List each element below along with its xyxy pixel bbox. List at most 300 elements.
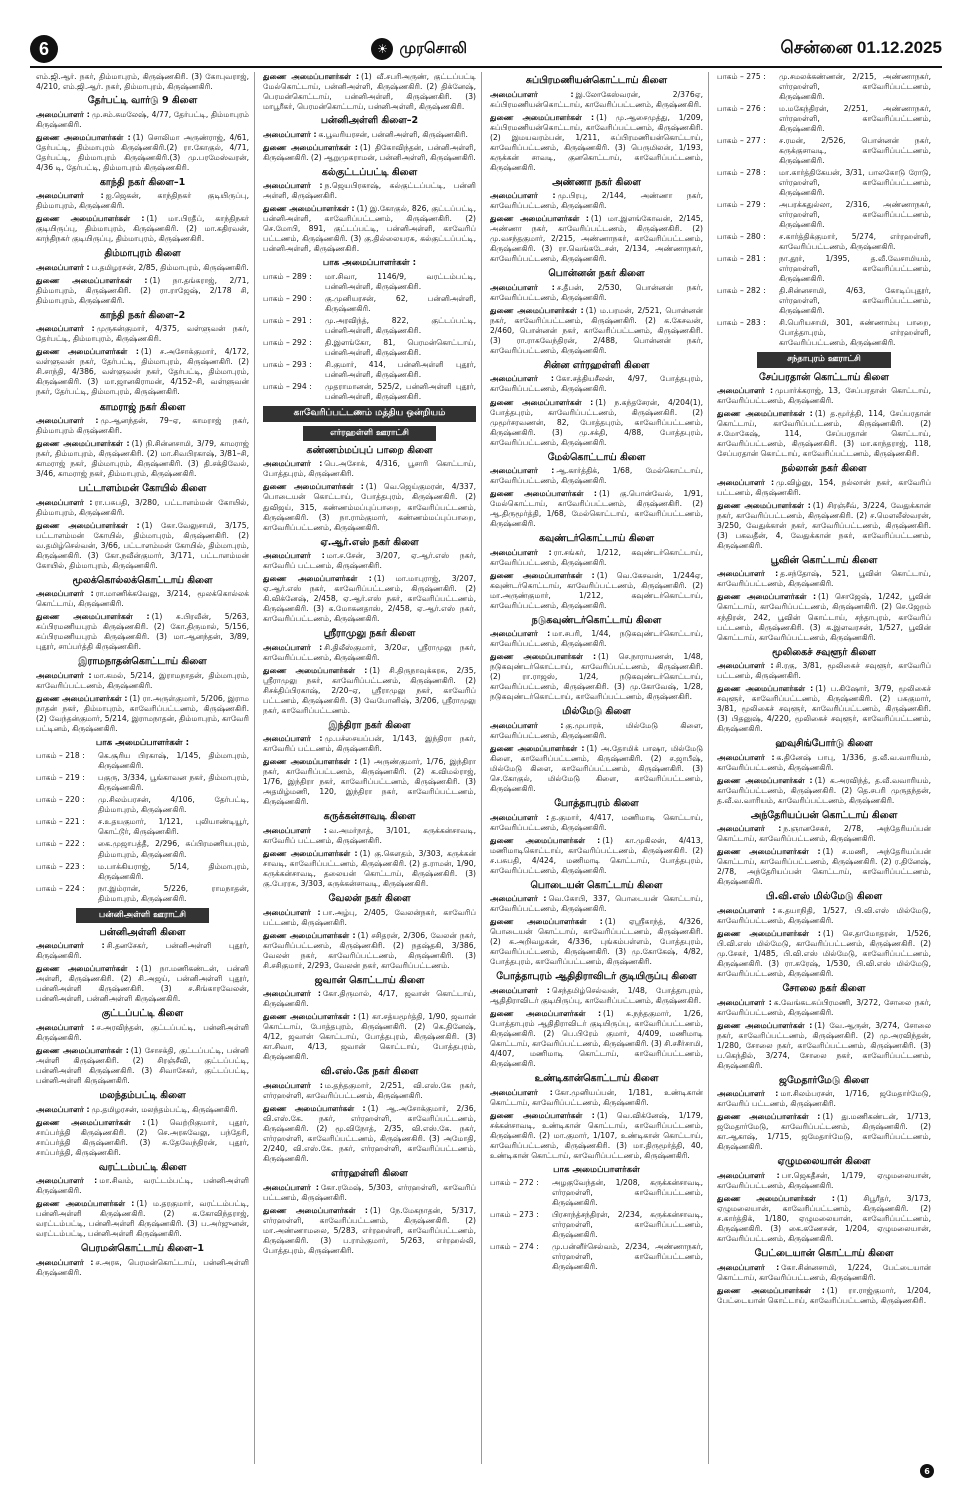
branch-title: வி.எஸ்.கே நகர் கிளை	[320, 1066, 419, 1078]
role-label: அமைப்பாளர் :	[490, 547, 552, 557]
part-row	[717, 136, 931, 166]
member-entry	[490, 721, 703, 741]
role-label: அமைப்பாளர் :	[717, 824, 782, 834]
branch-title: தேர்பட்டி வார்டு 9 கிளை	[87, 95, 198, 107]
part-row	[717, 200, 931, 230]
role-label: அமைப்பாளர் :	[717, 569, 779, 579]
branch-title: நடுகவுண்டர்கொட்டாய் கிளை	[531, 614, 662, 626]
part-organisers-section	[263, 258, 476, 402]
role-label: அமைப்பாளர் :	[36, 589, 94, 599]
member-details: (1) ம.பரமன், 2/521, பொன்னன் நகர், காவேரிப்பட்டணம், கிருஷ்ணகிரி. (2) க.கேசவன், 2/460, பொன்னன் நகர், காவேரிப்பட்டணம், கிருஷ்ணகிரி. (3) ரா.ராகவேந்திரன், 2/488, பொன்னன் நகர், காவேரிப்பட்டணம், கிருஷ்ணகிரி.	[490, 305, 704, 355]
member-details: ஐ.ஜெகன், காந்திநகர் குடியிருப்பு, திம்மாபுரம், கிருஷ்ணகிரி.	[36, 191, 249, 211]
member-details: ந.ஜெயபிரகாஷ், கல்குட்டப்பட்டி, பன்னி அள்ளி, கிருஷ்ணகிரி.	[263, 181, 476, 201]
branch-title: அந்தேரியப்பன் கொட்டாய் கிளை	[750, 809, 898, 821]
column-3	[490, 72, 709, 1464]
member-details: (1) த.மூர்த்தி, 114, சேப்பரதான் கொட்டாய், காவேரிப்பட்டணம், கிருஷ்ணகிரி. (2) ச.மோகேஷ், 114, சேப்பரதான் கொட்டாய், காவேரிப்பட்டணம், கிருஷ்ணகிரி. (3) மா.காந்தராஜ், 118, சேப்பரதான் கொட்டாய், காவேரிப்பட்டணம், கிருஷ்ணகிரி.	[717, 409, 931, 459]
member-entry	[36, 964, 249, 1004]
member-details: (1) ரா.அருள்குமார், 5/206, இராம நாதன் நகர், திம்மாபுரம், காவேரிப்பட்டணம், கிருஷ்ணகிரி. (2) வேந்தன்குமார், 5/214, இராமநாதன், திம்மாபுரம், காவேரி பட்டினம், கிருஷ்ணகிரி.	[36, 693, 250, 733]
member-entry	[263, 989, 476, 1009]
role-label: துணை அமைப்பாளர்கள் :	[36, 693, 128, 703]
part-organisers-section	[717, 72, 931, 348]
branch-section	[717, 647, 931, 735]
part-row	[36, 839, 249, 859]
branch-section	[717, 555, 931, 643]
role-label: அமைப்பாளர் :	[717, 661, 774, 671]
role-label: அமைப்பாளர் :	[36, 324, 95, 334]
member-details: (1) சொலிமா அருண்ராஜ், 4/61, தேர்பட்டி, திம்மாபுரம் கிருஷ்ணகிரி.(2) ரா.கோகுல், 4/71, தேர்பட்டி, திம்மாபுரம் கிருஷ்ணகிரி.(3) மு.பரமேஸ்வரன், 4/36 டி, தேர்பட்டி, திம்மாபுரம் கிருஷ்ணகிரி.	[36, 132, 249, 172]
member-entry	[490, 548, 703, 568]
role-label: அமைப்பாளர் :	[490, 812, 550, 822]
branch-title: பட்டாளம்மன் கோயில் கிளை	[78, 483, 207, 495]
member-details: மா.கமல், 5/214, இராமநாதன், திம்மாபுரம், காவேரிப்பட்டணம், கிருஷ்ணகிரி.	[36, 670, 249, 690]
part-row	[490, 1242, 703, 1272]
branch-section	[36, 402, 249, 480]
member-details: பா.அழ்பு, 2/405, வேலன்நகர், காவேரிப் பட்டணம், கிருஷ்ணகிரி.	[263, 907, 476, 927]
part-details: மு.அரவிந்த், 822, குட்டப்பட்டி, பன்னிஅள்ளி, கிருஷ்ணகிரி.	[325, 315, 476, 335]
member-details: முபார்க்கராஜ், 13, சேப்பரதான் கொட்டாய், காவேரிப்பட்டணம், கிருஷ்ணகிரி.	[717, 386, 931, 406]
role-label: அமைப்பாளர் :	[36, 497, 93, 507]
member-details: ரா.பசுபதி, 3/280, பட்டாளம்மன் கோயில், திம்மாபுரம், கிருஷ்ணகிரி.	[36, 497, 249, 517]
member-entry	[490, 113, 703, 173]
member-details: ப.தமிழரசன், 2/85, திம்மாபுரம், கிருஷ்ணகிரி.	[91, 262, 249, 272]
part-row	[717, 104, 931, 134]
branch-title: பெரமன்கொட்டாய் கிளை–1	[81, 1243, 204, 1255]
role-label: அமைப்பாளர் :	[717, 1170, 780, 1180]
member-details: மு.தமிழரசன், மலந்தம்பட்டி, கிருஷ்ணகிரி.	[91, 1104, 238, 1114]
branch-section	[263, 1066, 476, 1164]
branch-title: பன்னிஅள்ளி கிளை	[99, 926, 186, 938]
branch-title: ஜவான் கொட்டாய் கிளை	[314, 974, 425, 986]
branch-title: கண்ணம்மப்புப் பாறை கிளை	[306, 444, 433, 456]
member-entry	[717, 1021, 931, 1071]
member-entry	[263, 1183, 476, 1203]
role-label: துணை அமைப்பாளர்கள் :	[36, 612, 150, 622]
member-entry	[717, 1089, 931, 1109]
role-label: துணை அமைப்பாளர்கள் :	[36, 1199, 135, 1209]
branch-section	[490, 706, 703, 794]
member-entry	[717, 569, 931, 589]
branch-section	[263, 720, 476, 808]
branch-title: மூலக்கொல்லக்கொட்டாய் கிளை	[72, 574, 213, 586]
role-label: துணை அமைப்பாளர்கள் :	[490, 305, 584, 315]
part-details: அழகுவேந்தன், 1/208, கருக்கன்சாவடி, எர்ரஹள்ளி, காவேரிப்பட்டணம், கிருஷ்ணகிரி.	[552, 1178, 703, 1208]
role-label: துணை அமைப்பாளர்கள் :	[36, 964, 139, 974]
branch-section	[263, 537, 476, 625]
city-date: சென்னை 01.12.2025	[780, 38, 942, 57]
member-details: ரா.மாணிக்கவேலு, 3/214, மூலக்கொல்லக் கொட்டாய், கிருஷ்ணகிரி.	[36, 589, 249, 609]
member-entry	[263, 734, 476, 754]
role-label: அமைப்பாளர் :	[36, 1104, 90, 1114]
member-details: மா.சபரி, 1/44, நடுகவுண்டர்கொட்டாய், காவேரிப்பட்டணம், கிருஷ்ணகிரி.	[490, 629, 703, 649]
role-label: துணை அமைப்பாளர்கள் :	[490, 1008, 602, 1018]
branch-section	[36, 483, 249, 571]
member-entry	[490, 306, 703, 356]
role-label: துணை அமைப்பாளர்கள் :	[36, 132, 131, 142]
member-entry	[490, 652, 703, 702]
member-details: முருகன்குமார், 4/375, வள்ளுவன் நகர், தேர்பட்டி, திம்மாபுரம், கிருஷ்ணகிரி.	[36, 324, 249, 344]
part-details: சி.குமார், 414, பன்னிஅள்ளி புதூர், பன்னிஅள்ளி, கிருஷ்ணகிரி.	[325, 359, 476, 379]
member-entry	[717, 998, 931, 1018]
branch-title: ஏ.ஆர்.எஸ் நகர் கிளை	[320, 536, 419, 548]
part-row	[263, 316, 476, 336]
branch-title: பூவின் கொட்டாய் கிளை	[770, 554, 878, 566]
role-label: அமைப்பாளர் :	[490, 466, 555, 476]
member-details: இ.லோகேஸ்வரன், 2/376ஏ, சுப்பிரமணியன்கொட்டாய், காவேரிப்பட்டணம், கிருஷ்ணகிரி.	[490, 89, 703, 109]
member-entry	[490, 836, 703, 876]
part-number: பாகம் – 281 :	[717, 254, 766, 264]
branch-title: காமராஜ் நகர் கிளை	[99, 401, 186, 413]
member-entry	[36, 133, 249, 173]
branch-section	[36, 177, 249, 245]
part-details: மு.பன்னீர்செல்வம், 2/234, அண்ணாநகர், எர்ரஹள்ளி, காவேரிப்பட்டணம், கிருஷ்ணகிரி.	[552, 1242, 703, 1272]
branch-section	[490, 798, 703, 876]
member-details: (1) இ.கோகுல், 826, குட்டப்பட்டி, பன்னிஅள்ளி, காவேரிப்பட்டணம், கிருஷ்ணகிரி. (2) செ.மோபி, 891, குட்டப்பட்டி, பன்னிஅள்ளி, காவேரிப் பட்டணம், கிருஷ்ணகிரி. (3) கு.தில்லையரசு, கல்குட்டப்பட்டி, பன்னிஅள்ளி, கிருஷ்ணகிரி.	[263, 204, 476, 254]
part-number: பாகம் – 274 :	[490, 1242, 539, 1252]
column-2	[263, 72, 482, 1464]
branch-title: பொடையன் கொட்டாய் கிளை	[530, 879, 663, 891]
member-entry	[490, 191, 703, 211]
member-details: க.தினேஷ் பாபு, 1/336, த.வீ.வ.வாரியம், காவேரிப்பட்டணம், கிருஷ்ணகிரி.	[717, 752, 931, 772]
member-entry	[263, 459, 476, 479]
member-entry	[36, 191, 249, 211]
role-label: துணை அமைப்பாளர்கள் :	[717, 1020, 813, 1030]
branch-title: பொன்னன் நகர் கிளை	[548, 268, 645, 280]
role-label: அமைப்பாளர் :	[263, 459, 323, 469]
header-rule	[30, 66, 942, 68]
member-entry	[263, 72, 476, 112]
member-details: (1) மா.பிரதீப், காந்திநகர் குடியிருப்பு, திம்மாபுரம், கிருஷ்ணகிரி. (2) மா.கதிரவன், காந்திநகர் குடியிருப்பு, திம்மாபுரம், கிருஷ்ணகிரி.	[36, 214, 249, 244]
part-organisers-title: பாக அமைப்பாளர்கள் :	[95, 738, 190, 749]
member-details: பெ.அசோக், 4/316, பூசாரி கொட்டாய், போத்தபுரம், கிருஷ்ணகிரி.	[263, 459, 476, 479]
member-details: (1) வீ.சபரிஅருண், குட்டப்பட்டி மேல்கொட்டாய், பன்னிஅள்ளி, கிருஷ்ணகிரி. (2) திக்னேஷ், பெரமன்கொட்டாய், பன்னிஅள்ளி, கிருஷ்ணகிரி. (3) மாபூரீகர், பெரமன்கொட்டாய், பன்னிஅள்ளி, கிருஷ்ணகிரி.	[263, 72, 476, 112]
member-entry	[36, 694, 249, 734]
member-details: (1) க.அரவிந்த், த.வீ.வவாரியம், காவேரிப்பட்டணம், கிருஷ்ணகிரி. (2) தெ.சபரி முருதந்தன், த.வீ.வ.வாரியம், காவேரிப்பட்டணம், கிருஷ்ணகிரி.	[717, 775, 931, 805]
member-entry	[490, 374, 703, 394]
branch-title: மலந்தம்பட்டி கிளை	[99, 1090, 186, 1102]
member-details: கோ.சத்தியசீலன், 4/97, போத்தபுரம், காவேரிப்பட்டணம், கிருஷ்ணகிரி.	[490, 374, 703, 394]
branch-section	[490, 615, 703, 703]
member-entry	[36, 276, 249, 306]
branch-section	[36, 656, 249, 734]
member-details: மா.சிவம், வரட்டம்பட்டி, பன்னிஅள்ளி கிருஷ்ணகிரி.	[36, 1176, 249, 1196]
branch-section	[490, 360, 703, 448]
branch-section	[490, 268, 703, 356]
branch-section	[717, 810, 931, 888]
role-label: துணை அமைப்பாளர்கள் :	[717, 928, 821, 938]
member-details: (1) சிபூரீதர், 3/173, ஏழுமலையான், காவேரிப்பட்டணம், கிருஷ்ணகிரி. (2) ச.கார்த்திக், 1/180, ஏழுமலையான், காவேரிப்பட்டணம், கிருஷ்ணகிரி. (3) கை.கணேசன், 1/204, ஏழுமலையான், காவேரிப்பட்டணம், கிருஷ்ணகிரி.	[717, 1193, 931, 1243]
member-details: (1) நா.தங்கராஜ், 2/71, திம்மாபுரம், கிருஷ்ணகிரி. (2) ரா.ராஜேஷ், 2/178 சி, திம்மாபுரம், கிருஷ்ணகிரி.	[36, 275, 249, 305]
member-entry	[36, 324, 249, 344]
member-details: (1) மா.இளங்கோவன், 2/145, அண்ணா நகர், காவேரிப்பட்டணம், கிருஷ்ணகிரி. (2) மு.வசந்தகுமார், 2/215, அண்ணாநகர், காவேரிப்பட்டணம், கிருஷ்ணகிரி. (3) ரா.வெங்கடேசன், 2/134, அண்ணாநகர், காவேரிப்பட்டணம், கிருஷ்ணகிரி.	[490, 214, 704, 264]
branch-title: கருக்கன்சாவடி கிளை	[323, 811, 416, 823]
role-label: துணை அமைப்பாளர்கள் :	[717, 1193, 835, 1203]
member-details: (1) கு.கௌதம், 3/303, கருக்கன் சாவடி, காவேரிப்பட்டணம், கிருஷ்ணகிரி. (2) த.ராமன், 1/90, கருக்கன்சாவடி, தலையன் கொட்டாய், கிருஷ்ணகிரி. (3) கு.பேரரசு, 3/303, கருக்கன்சாவடி, கிருஷ்ணகிரி.	[263, 849, 477, 889]
member-entry	[490, 90, 703, 110]
branch-title: பேட்டையான் கொட்டாய் கிளை	[754, 1247, 894, 1259]
region-heading: எர்ரஹள்ளி ஊராட்சி	[303, 426, 436, 441]
member-details: சி.திலீஸ்குமார், 3/20எ, ஸ்ரீராமுலு நகர், காவேரிப்பட்டணம், கிருஷ்ணகிரி.	[263, 642, 476, 662]
role-label: துணை அமைப்பாளர்கள் :	[263, 1205, 368, 1215]
member-entry	[490, 1088, 703, 1108]
part-row	[263, 382, 476, 402]
member-details: (1) சோசக்தி, குட்டப்பட்டி, பன்னி அள்ளி கிருஷ்ணகிரி. (2) சிரஞ்சீவி, குட்டப்பட்டி, பன்னிஅள்ளி கிருஷ்ணகிரி. (3) சிவாசேகர், குட்டப்பட்டி, பன்னிஅள்ளி கிருஷ்ணகிரி.	[36, 1045, 249, 1086]
branch-title: நல்லான் நகர் கிளை	[781, 463, 867, 475]
member-details: (1) ப.கிஷோர், 3/79, மூலிகைச் சவுளூர், காவேரிப்பட்டணம், கிருஷ்ணகிரி. (2) பசுகுமார், 3/81, மூலிகைச் சவுளூர், காவேரிப்பட்டணம், கிருஷ்ணகிரி. (3) பிதனுஷ், 4/220, மூலிகைச் சவுளூர், காவேரிப்பட்டணம், கிருஷ்ணகிரி.	[717, 684, 931, 734]
member-entry	[36, 347, 249, 397]
branch-section	[717, 463, 931, 551]
branch-title: சேப்பரதான் கொட்டாய் கிளை	[758, 371, 890, 383]
branch-section	[263, 115, 476, 163]
role-label: அமைப்பாளர் :	[717, 1262, 780, 1272]
part-details: ச.ரமன், 2/526, பொன்னன் நகர், கருக்குசாவடி, காவேரிப்பட்டணம், கிருஷ்ணகிரி.	[779, 136, 931, 166]
branch-section	[490, 971, 703, 1069]
branch-title: ஜமேதார்மேடு கிளை	[779, 1074, 869, 1086]
branch-section	[263, 893, 476, 971]
role-label: அமைப்பாளர் :	[263, 181, 323, 191]
part-details: மா.சிவா, 1146/9, வரட்டம்பட்டி, பன்னிஅள்ளி, கிருஷ்ணகிரி.	[325, 271, 476, 291]
member-entry	[36, 498, 249, 518]
member-entry	[717, 661, 931, 681]
role-label: அமைப்பாளர் :	[263, 642, 323, 652]
part-details: ம.பாக்கியராஜ், 5/14, திம்மாபுரம், கிருஷ்ணகிரி.	[98, 861, 249, 881]
member-entry	[717, 753, 931, 773]
branch-section	[490, 177, 703, 265]
role-label: அமைப்பாளர் :	[36, 1176, 98, 1186]
branch-section	[263, 1168, 476, 1256]
branch-title: குட்டப்பட்டி கிளை	[101, 1008, 184, 1020]
column-4	[717, 72, 936, 1464]
role-label: அமைப்பாளர் :	[490, 629, 551, 639]
part-row	[490, 1178, 703, 1208]
role-label: அமைப்பாளர் :	[263, 989, 321, 999]
part-details: கை.முஜாபத்தீ, 2/296, சுப்பிரமணியபுரம், திம்மாபுரம், கிருஷ்ணகிரி.	[98, 839, 249, 859]
role-label: அமைப்பாளர் :	[36, 191, 104, 201]
part-organisers-section	[36, 738, 249, 904]
part-number: பாகம் – 273 :	[490, 1210, 539, 1220]
member-details: (1) சசிதரன், 2/306, வேலன் நகர், காவேரிப்பட்டணம், கிருஷ்ணகிரி. (2) நதஷ்தகி, 3/386, வேலன் நகர், காவேரிப்பட்டணம், கிருஷ்ணகிரி. (3) சி.சசிகுமார், 2/293, வேலன் நகர், காவேரிப்பட்டணம்.	[263, 930, 476, 970]
branch-title: வேலன் நகர் கிளை	[328, 893, 411, 905]
part-number: பாகம் – 219 :	[36, 773, 85, 783]
member-entry	[717, 929, 931, 979]
member-entry	[717, 1263, 931, 1283]
masthead	[30, 36, 942, 62]
branch-title: கவுண்டர்கொட்டாய் கிளை	[538, 533, 655, 545]
member-entry	[717, 1171, 931, 1191]
part-row	[717, 72, 931, 102]
member-details: (1) சு.நந்தகுமார், 1/26, போத்தாபுரம் ஆதிதிராவிடர் குடியிருப்பு, காவேரிப்பட்டணம், கிருஷ்ணகிரி. (2) பெ.பிரேம் குமார், 4/409, மணிமாடி கொட்டாய், காவேரிப்பட்டணம், கிருஷ்ணகிரி. (3) சி.சசீர்சாமி, 4/407, மணிமாடி கொட்டாய், காவேரிப்பட்டணம், கிருஷ்ணகிரி.	[490, 1008, 703, 1069]
part-number: பாகம் – 224 :	[36, 883, 85, 893]
paper-title	[58, 38, 780, 60]
member-details: சி.ரகு, 3/81, மூலிகைச் சவுளூர், காவேரிப் பட்டணம், கிருஷ்ணகிரி.	[717, 661, 931, 681]
role-label: துணை அமைப்பாளர்கள் :	[36, 275, 148, 285]
branch-section	[36, 927, 249, 1005]
sun-logo-icon: ☀	[371, 38, 393, 60]
branch-title: சின்ன எர்ரஹள்ளி கிளை	[543, 359, 650, 371]
member-details: சு.தயாநிதி, 1/527, பி.வி.எஸ் மில்மேடு, காவேரிப்பட்டணம், கிருஷ்ணகிரி.	[717, 905, 931, 925]
part-details: மு.சமலக்கண்ணன், 2/215, அண்ணாநகர், எர்ரஹள்ளி, காவேரிப்பட்டணம், கிருஷ்ணகிரி.	[779, 72, 931, 102]
member-details: ந.ஞானசேகர், 2/78, அந்தேரியப்பன் கொட்டாய், காவேரிப்பட்டணம், கிருஷ்ணகிரி.	[717, 824, 931, 844]
role-label: துணை அமைப்பாளர்கள் :	[490, 1110, 595, 1120]
member-details: சி.தனசேகர், பன்னிஅள்ளி புதூர், கிருஷ்ணகிரி.	[36, 941, 249, 961]
member-details: (1) சி.திருநாவுக்கரசு, 2/35, ஸ்ரீராமுலு நகர், காவேரிப்பட்டணம், கிருஷ்ணகிரி. (2) சிசக்திப்பிரகாஷ், 2/20–ஏ, ஸ்ரீராமுலு நகர், காவேரிப் பட்டணம், கிருஷ்ணகிரி. (3) வேபோனிஷ், 3/206, ஸ்ரீராமுலு நகர், காவேரிப்பட்டணம்.	[263, 665, 476, 715]
role-label: அமைப்பாளர் :	[263, 1182, 319, 1192]
member-entry	[717, 1286, 931, 1306]
branch-title: இராமநாதன்கொட்டாய் கிளை	[78, 656, 207, 668]
branch-section	[717, 738, 931, 806]
member-details: (1) ம.தரகுமார், வரட்டம்பட்டி, பன்னிஅள்ளி கிருஷ்ணகிரி. (2) க.கோவிந்தராஜ், வரட்டம்பட்டி, பன்னிஅள்ளி கிருஷ்ணகிரி. (3) ப.அர்ஜுனன், வரட்டம்பட்டி, பன்னிஅள்ளி கிருஷ்ணகிரி.	[36, 1199, 250, 1239]
paper-name: முரசொலி	[399, 39, 467, 57]
role-label: துணை அமைப்பாளர்கள் :	[263, 1103, 366, 1113]
member-entry	[36, 263, 249, 273]
member-details: (1) மா.மாபுராஜ், 3/207, ஏ.ஆர்.எஸ் நகர், காவேரிப்பட்டணம், கிருஷ்ணகிரி. (2) கி.விக்னேஷ், 2/458, ஏ.ஆர்.எஸ் நகர், காவேரிப்பட்டணம், கிருஷ்ணகிரி. (3) க.மோகனதாஸ், 2/458, ஏ.ஆர்.எஸ் நகர், காவேரிப்பட்டணம், கிருஷ்ணகிரி.	[263, 574, 476, 624]
role-label: துணை அமைப்பாளர்கள் :	[490, 112, 595, 122]
member-entry	[263, 181, 476, 201]
branch-title: எர்ரஹள்ளி கிளை	[331, 1168, 408, 1180]
part-number: பாகம் – 280 :	[717, 232, 766, 242]
member-entry	[490, 398, 703, 448]
member-entry	[717, 478, 931, 498]
member-details: மு.பிரபு, 2/144, அண்ணா நகர், காவேரிப்பட்டணம், கிருஷ்ணகிரி.	[490, 191, 703, 211]
member-details: (1) செ.நாராயணன், 1/48, நடுகவுண்டர்கொட்டாய், காவேரிப்பட்டணம், கிருஷ்ணகிரி. (2) ரா.ராஜஸ், 1/24, நடுகவுண்டர்கொட்டாய், காவேரிப்பட்டணம், கிருஷ்ணகிரி. (3) மு.கோவேஷ், 1/28, நடுகவுண்டர்கொட்டாய், காவேரிப்பட்டணம், கிருஷ்ணகிரி.	[490, 652, 703, 702]
member-details: (1) வெ.விக்னேஷ், 1/179, சக்கன்சாவடி, உண்டிகான் கொட்டாய், காவேரிப்பட்டணம், கிருஷ்ணகிரி. (2) மா.குமார், 1/107, உண்டிகான் கொட்டாய், காவேரிப்பட்டணம், கிருஷ்ணகிரி. (3) மா.திருமூர்த்தி, 40, உண்டிகான் கொட்டாய், காவேரிப்பட்டணம், கிருஷ்ணகிரி.	[490, 1110, 703, 1160]
member-details: மா.ச.சேன், 3/207, ஏ.ஆர்.எஸ் நகர், காவேரிப் பட்டணம், கிருஷ்ணகிரி.	[263, 551, 476, 571]
member-entry	[263, 482, 476, 532]
member-details: (1) ந.கந்தசேரன், 4/204(1), போத்தபுரம், காவேரிப்பட்டணம், கிருஷ்ணகிரி. (2) முமூர்சரவணன், 82, போத்தபுரம், காவேரிப்பட்டணம், கிருஷ்ணகிரி. (3) மு.சக்தி, 4/88, போத்தபுரம், காவேரிப்பட்டணம், கிருஷ்ணகிரி.	[490, 397, 703, 447]
member-details: (1) திகோவிந்தன், பன்னிஅள்ளி, கிருஷ்ணகிரி. (2) ஆறுமுகராமன், பன்னிஅள்ளி, கிருஷ்ணகிரி.	[263, 142, 476, 162]
member-details: மு.ஆனந்தன், 79–ஏ, காமராஜ் நகர், திம்மாபுரம் கிருஷ்ணகிரி.	[36, 416, 249, 436]
role-label: துணை அமைப்பாளர்கள் :	[490, 489, 597, 499]
member-details: (1) சு.பிரவீன், 5/263, சுப்பிரமணியபுரம் கிருஷ்ணகிரி. (2) கோ.திருமால், 5/156, சுப்பிரமணியபுரம் கிருஷ்ணகிரி. (3) மா.ஆனந்தன், 3/89, புதூர், சாப்பர்த்தி கிருஷ்ணகிரி.	[36, 612, 249, 652]
branch-section	[263, 975, 476, 1063]
member-entry	[36, 612, 249, 652]
member-entry	[263, 826, 476, 846]
page-number-badge: 6	[30, 35, 58, 63]
branch-title: மூலிகைச் சவுளூர் கிளை	[771, 646, 877, 658]
branch-title: காந்தி நகர் கிளை–1	[99, 176, 186, 188]
member-details: (1) வே.ஆருன், 3/274, சோலை நகர், காவேரிப்பட்டணம், கிருஷ்ணகிரி. (2) மு.அரவிந்தன், 1/280, சோலை நகர், காவேரிப்பட்டணம், கிருஷ்ணகிரி. (3) ப.கெந்தில், 3/274, சோலை நகர், காவேரிப்பட்டணம், கிருஷ்ணகிரி.	[717, 1020, 932, 1070]
role-label: துணை அமைப்பாளர்கள் :	[263, 204, 355, 214]
member-details: மு.பச்சையப்பன், 1/143, இந்திரா நகர், காவேரிப் பட்டணம், கிருஷ்ணகிரி.	[263, 734, 476, 754]
role-label: துணை அமைப்பாளர்கள் :	[263, 482, 364, 492]
role-label: துணை அமைப்பாளர்கள் :	[36, 439, 130, 449]
branch-section	[490, 533, 703, 611]
member-details: ஆ.கார்த்திக், 1/68, மேல்கொட்டாய், காவேரிப்பட்டணம், கிருஷ்ணகிரி.	[490, 466, 703, 486]
branch-section	[490, 75, 703, 173]
role-label: துணை அமைப்பாளர்கள் :	[717, 500, 811, 510]
part-number: பாகம் – 278 :	[717, 168, 766, 178]
branch-title: ஏழுமலையான் கிளை	[777, 1156, 871, 1168]
branch-title: இந்திரா நகர் கிளை	[328, 719, 411, 731]
member-details: (1) து.மணிகண்டன், 1/713, ஜமேதார்மேடு, காவேரிப்பட்டணம், கிருஷ்ணகிரி. (2) கா.ஆகாஷ், 1/715, ஜமேதார்மேடு, காவேரிப்பட்டணம், கிருஷ்ணகிரி.	[717, 1112, 931, 1152]
role-label: அமைப்பாளர் :	[490, 985, 550, 995]
role-label: அமைப்பாளர் :	[490, 1087, 553, 1097]
part-number: பாகம் – 275 :	[717, 72, 766, 81]
part-number: பாகம் – 282 :	[717, 286, 766, 296]
member-entry	[36, 1046, 249, 1086]
member-details: (1) சிரஞ்சீவ், 3/224, வேதுக்கான் நகர், காவேரிப்பட்டணம், கிருஷ்ணகிரி. (2) ச.மௌலீஸ்வரன், 3/250, வேதுக்கான் நகர், காவேரிப்பட்டணம், கிருஷ்ணகிரி. (3) பகவதீன், 4, வேதுக்கான் நகர், காவேரிப்பட்டணம், கிருஷ்ணகிரி.	[717, 500, 932, 550]
member-entry	[490, 986, 703, 1006]
member-entry	[717, 776, 931, 806]
part-details: ச.உதயகுமார், 1/121, புலியாண்டியூர், கொட்டூர், கிருஷ்ணகிரி.	[98, 817, 249, 837]
member-details: (1) வெ.ஜெய்குமரன், 4/337, பொடையன் கொட்டாய், போத்தபுரம், கிருஷ்ணகிரி. (2) துவிஜய், 315, கண்ணம்மப்புப்பாறை, காவேரிப்பட்டணம், கிருஷ்ணகிரி. (3) நா.ராம்குமார், கண்ணம்மப்புப்பாறை, காவேரிப்பட்டணம், கிருஷ்ணகிரி.	[263, 482, 477, 532]
role-label: துணை அமைப்பாளர்கள் :	[263, 142, 358, 152]
member-entry	[490, 813, 703, 833]
member-entry	[490, 629, 703, 649]
member-entry	[36, 110, 249, 130]
part-details: அபரக்கதுல்லா, 2/316, அண்ணாநகர், எர்ரஹள்ளி, காவேரிப்பட்டணம், கிருஷ்ணகிரி.	[779, 200, 931, 230]
member-entry	[490, 744, 703, 794]
role-label: அமைப்பாளர் :	[36, 1022, 95, 1032]
part-row	[717, 286, 931, 316]
role-label: துணை அமைப்பாளர்கள் :	[36, 1117, 146, 1127]
member-entry	[263, 849, 476, 889]
member-details: கோ.திருமால், 4/17, ஜவான் கொட்டாய், கிருஷ்ணகிரி.	[263, 989, 476, 1009]
branch-section	[263, 167, 476, 255]
member-details: (1) ச.மணி, அந்தேரியப்பன் கொட்டாய், காவேரிப்பட்டணம், கிருஷ்ணகிரி. (2) ர.தினேஷ், 2/78, அந்தேரியப்பன் கொட்டாய், காவேரிப்பட்டணம், கிருஷ்ணகிரி.	[717, 847, 932, 887]
member-entry	[36, 1199, 249, 1239]
part-row	[263, 294, 476, 314]
branch-section	[36, 1162, 249, 1240]
part-row	[263, 272, 476, 292]
part-number: பாகம் – 279 :	[717, 200, 766, 210]
member-entry	[717, 409, 931, 459]
part-details: நா.இம்ரான், 5/226, ராமநாதன், திம்மாபுரம், கிருஷ்ணகிரி.	[98, 883, 249, 903]
role-label: அமைப்பாளர் :	[717, 905, 776, 915]
member-entry	[36, 589, 249, 609]
member-entry	[263, 757, 476, 807]
part-details: பகுரு, 3/334, பூங்காவன நகர், திம்மாபுரம், கிருஷ்ணகிரி.	[98, 773, 249, 793]
member-details: ச.அரவிந்தன், குட்டப்பட்டி, பன்னிஅள்ளி கிருஷ்ணகிரி.	[36, 1022, 249, 1042]
member-entry	[717, 906, 931, 926]
branch-title: போத்தாபுரம் கிளை	[554, 798, 639, 810]
branch-section	[717, 1075, 931, 1153]
branch-section	[263, 628, 476, 716]
member-entry	[36, 521, 249, 571]
part-row	[36, 862, 249, 882]
part-row	[36, 773, 249, 793]
member-details: (1) அருண்குமார், 1/76, இந்திரா நகர், காவேரிப்பட்டணம், கிருஷ்ணகிரி. (2) க.விமல்ராஜ், 1/76, இந்திரா நகர், காவேரிப்பட்டணம், கிருஷ்ணகிரி. (3) அதமிழ்மணி, 120, இந்திரா நகர், காவேரிப்பட்டணம், கிருஷ்ணகிரி.	[263, 757, 477, 807]
part-number: பாகம் – 289 :	[263, 271, 312, 281]
member-entry	[717, 1112, 931, 1152]
part-details: மா.கார்த்திகேயன், 3/31, பாலகோடு ரோடு, எர்ரஹள்ளி, காவேரிப்பட்டணம், கிருஷ்ணகிரி.	[779, 168, 931, 198]
part-details: ச.கார்த்திக்குமார், 5/274, எர்ரஹள்ளி, காவேரிப்பட்டணம், கிருஷ்ணகிரி.	[779, 232, 931, 252]
branch-section	[36, 248, 249, 306]
member-entry	[717, 386, 931, 406]
role-label: துணை அமைப்பாளர்கள் :	[717, 1285, 825, 1295]
branch-section	[36, 310, 249, 398]
member-entry	[263, 143, 476, 163]
member-entry	[36, 1118, 249, 1158]
member-entry	[490, 571, 703, 611]
member-entry	[490, 283, 703, 303]
member-entry	[490, 214, 703, 264]
role-label: அமைப்பாளர் :	[263, 551, 325, 561]
part-row	[490, 1210, 703, 1240]
part-number: பாகம் – 220 :	[36, 795, 85, 805]
branch-section	[263, 811, 476, 889]
role-label: துணை அமைப்பாளர்கள் :	[490, 652, 597, 662]
member-details: மு.விழ்னு, 154, நல்லான் நகர், காவேரிப் பட்டணம், கிருஷ்ணகிரி.	[717, 477, 931, 497]
member-entry	[490, 894, 703, 914]
role-label: அமைப்பாளர் :	[263, 734, 323, 744]
role-label: துணை அமைப்பாளர்கள் :	[490, 835, 601, 845]
member-entry	[36, 671, 249, 691]
role-label: துணை அமைப்பாளர்கள் :	[36, 347, 139, 357]
member-entry	[263, 1081, 476, 1101]
branch-section	[490, 880, 703, 968]
part-details: முதராமானன், 525/2, பன்னிஅள்ளி புதூர், பன்னிஅள்ளி, கிருஷ்ணகிரி.	[325, 381, 476, 401]
role-label: துணை அமைப்பாளர்கள் :	[263, 574, 372, 584]
